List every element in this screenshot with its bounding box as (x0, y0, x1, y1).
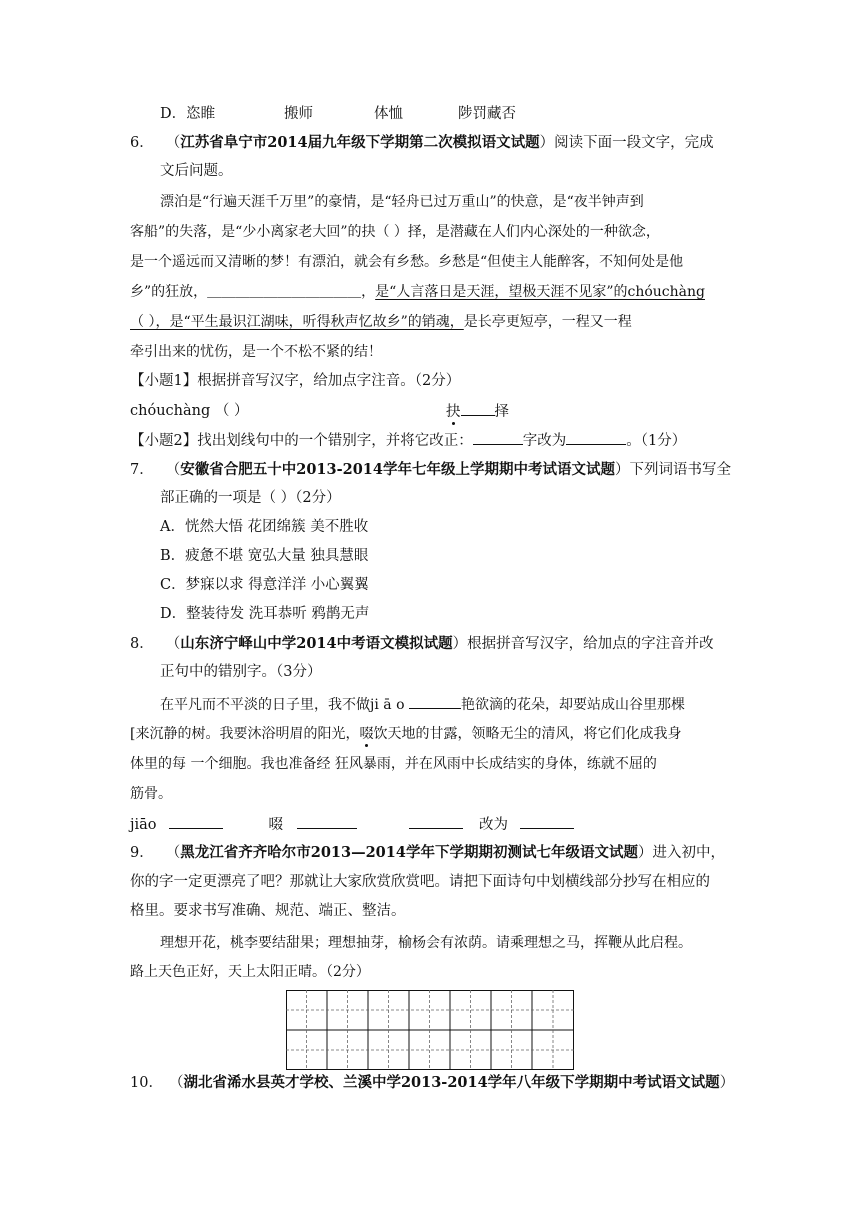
q8-passage-line-4: 筋骨。 (130, 786, 172, 802)
q6-subquestion-2 (130, 430, 686, 451)
q9-poem-line-1: 理想开花，桃李要结甜果；理想抽芽，榆杨会有浓荫。请乘理想之马，挥鞭从此启程。 (160, 935, 692, 951)
q7-option-a[interactable]: A．恍然大悟 花团绵簇 美不胜收 (160, 519, 369, 535)
q10-number: 10． (130, 1075, 163, 1091)
q8-passage-1b: 艳欲滴的花朵，却要站成山谷里那棵 (460, 697, 685, 713)
q6-subquestion-1: 【小题1】根据拼音写汉字，给加点字注音。（2分） (130, 373, 461, 389)
q8-answer-jiao-blank[interactable] (169, 814, 223, 829)
q8-number: 8． (130, 636, 154, 652)
q6-sub1-ze: 择 (494, 404, 509, 420)
q6-sub2-text-a: 【小题2】找出划线句中的一个错别字，并将它改正： (130, 433, 473, 449)
q9-header: 9． （黑龙江省齐齐哈尔市2013—2014学年下学期期初测试七年级语文试题）进入初中， (130, 844, 725, 861)
q7-option-c[interactable]: C．梦寐以求 得意洋洋 小心翼翼 (160, 577, 369, 593)
q6-passage-line-6: 牵引出来的忧伤，是一个不松不紧的结！ (130, 344, 382, 360)
q5-option-d-label: D． (160, 106, 187, 122)
q9-number: 9． (130, 845, 154, 861)
q8-answer-chuo-blank[interactable] (297, 814, 357, 829)
q8-header: 8． （山东济宁峄山中学2014中考语文模拟试题）根据拼音写汉字，给加点的字注音并改 (130, 635, 714, 652)
q10-header: 10． （湖北省浠水县英才学校、兰溪中学2013-2014学年八年级下学期期中考试语文试题） (130, 1074, 735, 1091)
q6-passage-line-5 (130, 312, 632, 332)
q6-passage-5b: 是长亭更短亭，一程又一程 (463, 314, 632, 330)
q10-source: 湖北省浠水县英才学校、兰溪中学2013-2014学年八年级下学期期中考试语文试题 (183, 1074, 720, 1091)
q6-underlined-sentence-2: （ ），是“平生最识江湖味，听得秋声忆故乡”的销魂， (130, 314, 464, 330)
q8-passage-1a: 在平凡而不平淡的日子里，我不做ji ā o (160, 697, 409, 713)
q7-instruction-2: 部正确的一项是（ ）（2分） (160, 490, 341, 506)
q7-header: 7． （安徽省合肥五十中2013-2014学年七年级上学期期中考试语文试题）下列词语书写全 (130, 461, 731, 478)
q6-sub1-pinyin-answer[interactable]: chóuchàng （ ） (130, 403, 249, 419)
q9-instruction: 进入初中， (652, 845, 725, 861)
q5-option-d-word-4: 陟罚藏否 (458, 106, 516, 122)
q7-option-b[interactable]: B．疲惫不堪 宽弘大量 独具慧眼 (160, 548, 369, 564)
q8-passage-line-2 (130, 724, 681, 744)
q8-passage-line-1 (160, 694, 685, 715)
q6-number: 6． (130, 135, 154, 151)
q6-passage-line-2: 客船”的失落，是“少小离家老大回”的抉（ ）择，是潜藏在人们内心深处的一种欲念， (130, 224, 660, 240)
q6-passage-line-1: 漂泊是“行遍天涯千万里”的豪情，是“轻舟已过万重山”的快意，是“夜半钟声到 (160, 194, 644, 210)
q8-answer-gai-label: 改为 (479, 817, 509, 833)
q8-answer-wrong-blank[interactable] (409, 814, 463, 829)
q6-sub1-jue-blank[interactable] (461, 401, 495, 416)
q7-instruction: 下列词语书写全 (629, 462, 731, 478)
q8-jiao-blank[interactable] (409, 694, 461, 709)
q8-passage-2a: [来沉静的树。我要沐浴明眉的阳光， (130, 726, 360, 742)
q6-instruction: 阅读下面一段文字，完成 (554, 135, 714, 151)
q6-passage-line-3: 是一个遥远而又清晰的梦！有漂泊，就会有乡愁。乡愁是“但使主人能醉客，不知何处是他 (130, 254, 684, 270)
q5-option-d-word-3: 体恤 (374, 106, 403, 122)
q5-option-d (160, 104, 215, 124)
q9-poem-line-2: 路上天色正好，天上太阳正晴。（2分） (130, 964, 370, 980)
q6-passage-blank[interactable]: ＿＿＿＿＿＿＿＿＿＿＿ (207, 284, 362, 300)
q9-instruction-2: 你的字一定更漂亮了吧？那就让大家欣赏欣赏吧。请把下面诗句中划横线部分抄写在相应的 (130, 874, 710, 890)
q8-answer-chuo-label: 啜 (268, 817, 284, 833)
q6-sub2-blank-2[interactable] (566, 430, 626, 445)
q8-answer-correct-blank[interactable] (520, 814, 574, 829)
q8-passage-2b: 饮天地的甘露，领略无尘的清风，将它们化成我身 (373, 726, 682, 742)
q9-instruction-3: 格里。要求书写准确、规范、端正、整洁。 (130, 903, 406, 919)
q5-option-d-word-2: 搬师 (284, 106, 313, 122)
q6-sub2-blank-1[interactable] (473, 430, 523, 445)
q6-header: 6． （江苏省阜宁市2014届九年级下学期第二次模拟语文试题）阅读下面一段文字，完成 (130, 134, 714, 151)
q6-sub1-jue-answer[interactable] (446, 401, 509, 422)
q6-source: 江苏省阜宁市2014届九年级下学期第二次模拟语文试题 (180, 134, 540, 151)
q7-source: 安徽省合肥五十中2013-2014学年七年级上学期期中考试语文试题 (180, 461, 615, 478)
q8-instruction: 根据拼音写汉字，给加点的字注音并改 (467, 636, 714, 652)
q8-answer-row (130, 814, 574, 835)
q6-underlined-sentence-1: 是“人言落日是天涯，望极天涯不见家”的chóuchàng (375, 284, 705, 300)
q6-sub2-text-c: 。（1分） (626, 433, 687, 449)
q6-sub2-text-b: 字改为 (522, 433, 567, 449)
q6-passage-4a: 乡”的狂放， (130, 284, 208, 300)
q7-option-d[interactable]: D．整装待发 洗耳恭听 鸦鹊无声 (160, 606, 370, 622)
q9-source: 黑龙江省齐齐哈尔市2013—2014学年下学期期初测试七年级语文试题 (180, 844, 638, 861)
q8-dotted-chuo: 啜 (359, 726, 374, 742)
q6-sub1-jue: 抉 (446, 404, 461, 420)
q9-grid-svg (286, 990, 574, 1070)
q8-instruction-2: 正句中的错别字。（3分） (160, 664, 322, 680)
q8-passage-line-3: 体里的每 一个细胞。我也准备经 狂风暴雨，并在风雨中长成结实的身体，练就不屈的 (130, 756, 657, 772)
q6-passage-4b: ， (361, 284, 376, 300)
q8-source: 山东济宁峄山中学2014中考语文模拟试题 (180, 635, 453, 652)
q5-option-d-word-1: 恣睢 (186, 106, 216, 122)
q6-passage-line-4 (130, 282, 705, 302)
q8-answer-jiao-label: jiāo (130, 817, 157, 833)
q6-instruction-2: 文后问题。 (160, 163, 233, 179)
q7-number: 7． (130, 462, 154, 478)
